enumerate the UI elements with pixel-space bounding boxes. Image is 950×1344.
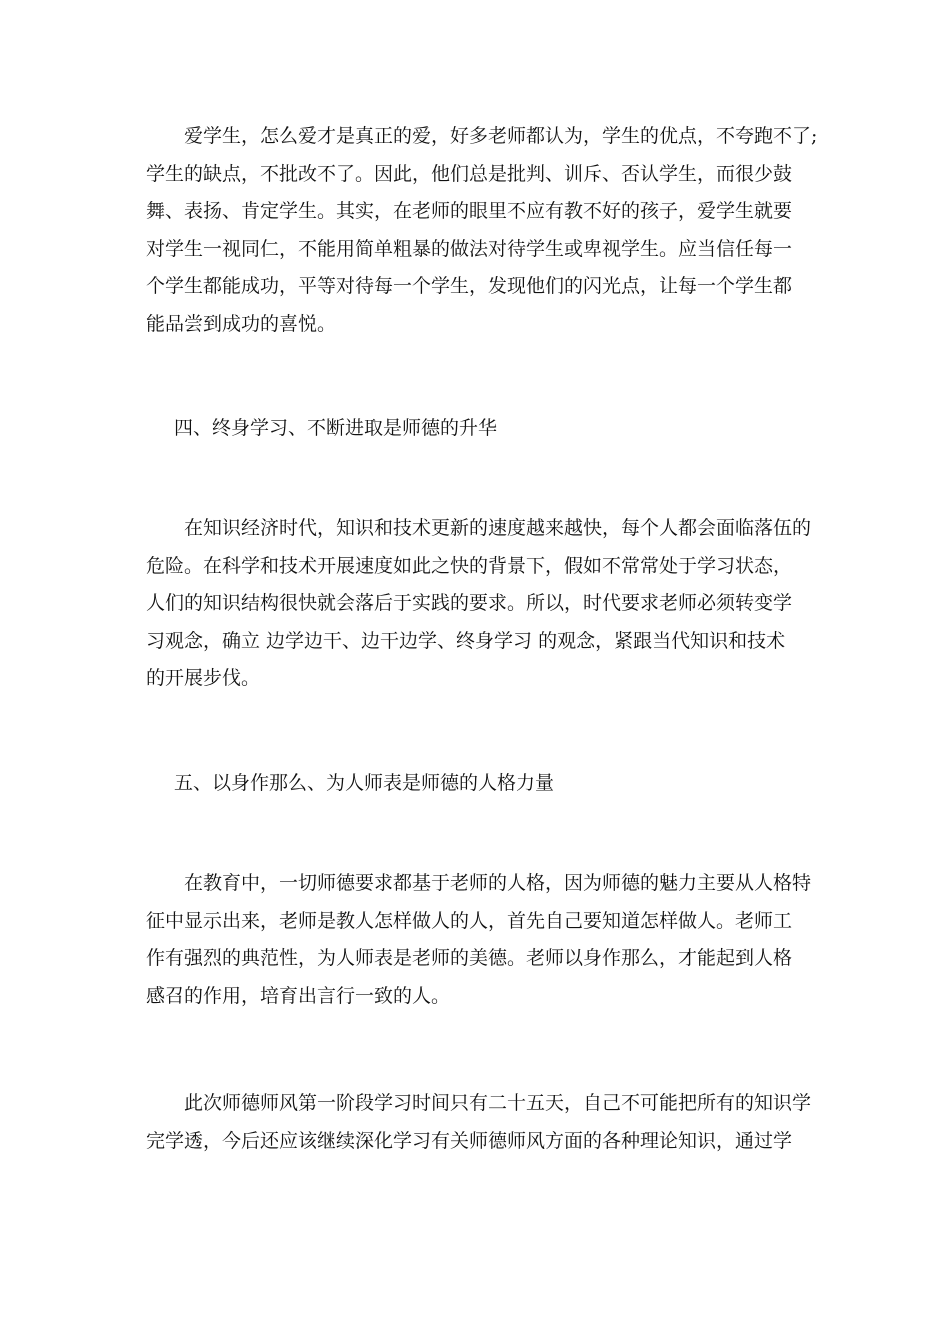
text-line: 的开展步伐。 xyxy=(146,667,261,689)
text-line: 对学生一视同仁，不能用简单粗暴的做法对待学生或卑视学生。应当信任每一 xyxy=(146,237,793,260)
text-line: 学生的缺点，不批改不了。因此，他们总是批判、训斥、否认学生，而很少鼓 xyxy=(146,162,793,185)
text-line: 爱学生，怎么爱才是真正的爱，好多老师都认为，学生的优点，不夸跑不了; xyxy=(146,125,818,147)
section-heading-5: 五、以身作那么、为人师表是师德的人格力量 xyxy=(174,772,555,794)
text-line: 在教育中，一切师德要求都基于老师的人格，因为师德的魅力主要从人格特 xyxy=(146,872,812,894)
text-line: 习观念，确立 边学边干、边干边学、终身学习 的观念，紧跟当代知识和技术 xyxy=(146,629,786,652)
text-line: 能品尝到成功的喜悦。 xyxy=(146,312,337,335)
section-heading-4: 四、终身学习、不断进取是师德的升华 xyxy=(174,417,498,439)
text-line: 此次师德师风第一阶段学习时间只有二十五天，自己不可能把所有的知识学 xyxy=(146,1092,812,1114)
text-line: 作有强烈的典范性，为人师表是老师的美德。老师以身作那么，才能起到人格 xyxy=(146,947,793,969)
text-line: 征中显示出来，老师是教人怎样做人的人，首先自己要知道怎样做人。老师工 xyxy=(146,909,793,932)
paragraph-conclusion xyxy=(146,1085,812,1160)
paragraph-role-model xyxy=(146,865,812,1015)
paragraph-lifelong-learning xyxy=(146,510,812,698)
text-line: 人们的知识结构很快就会落后于实践的要求。所以，时代要求老师必须转变学 xyxy=(146,592,793,614)
text-line: 完学透，今后还应该继续深化学习有关师德师风方面的各种理论知识，通过学 xyxy=(146,1129,793,1152)
paragraph-love-students xyxy=(146,118,818,343)
text-line: 感召的作用，培育出言行一致的人。 xyxy=(146,984,451,1007)
text-line: 舞、表扬、肯定学生。其实，在老师的眼里不应有教不好的孩子，爱学生就要 xyxy=(146,200,793,222)
text-line: 个学生都能成功，平等对待每一个学生，发现他们的闪光点，让每一个学生都 xyxy=(146,275,793,297)
text-line: 危险。在科学和技术开展速度如此之快的背景下，假如不常常处于学习状态， xyxy=(146,554,793,577)
text-line: 在知识经济时代，知识和技术更新的速度越来越快，每个人都会面临落伍的 xyxy=(146,517,812,539)
